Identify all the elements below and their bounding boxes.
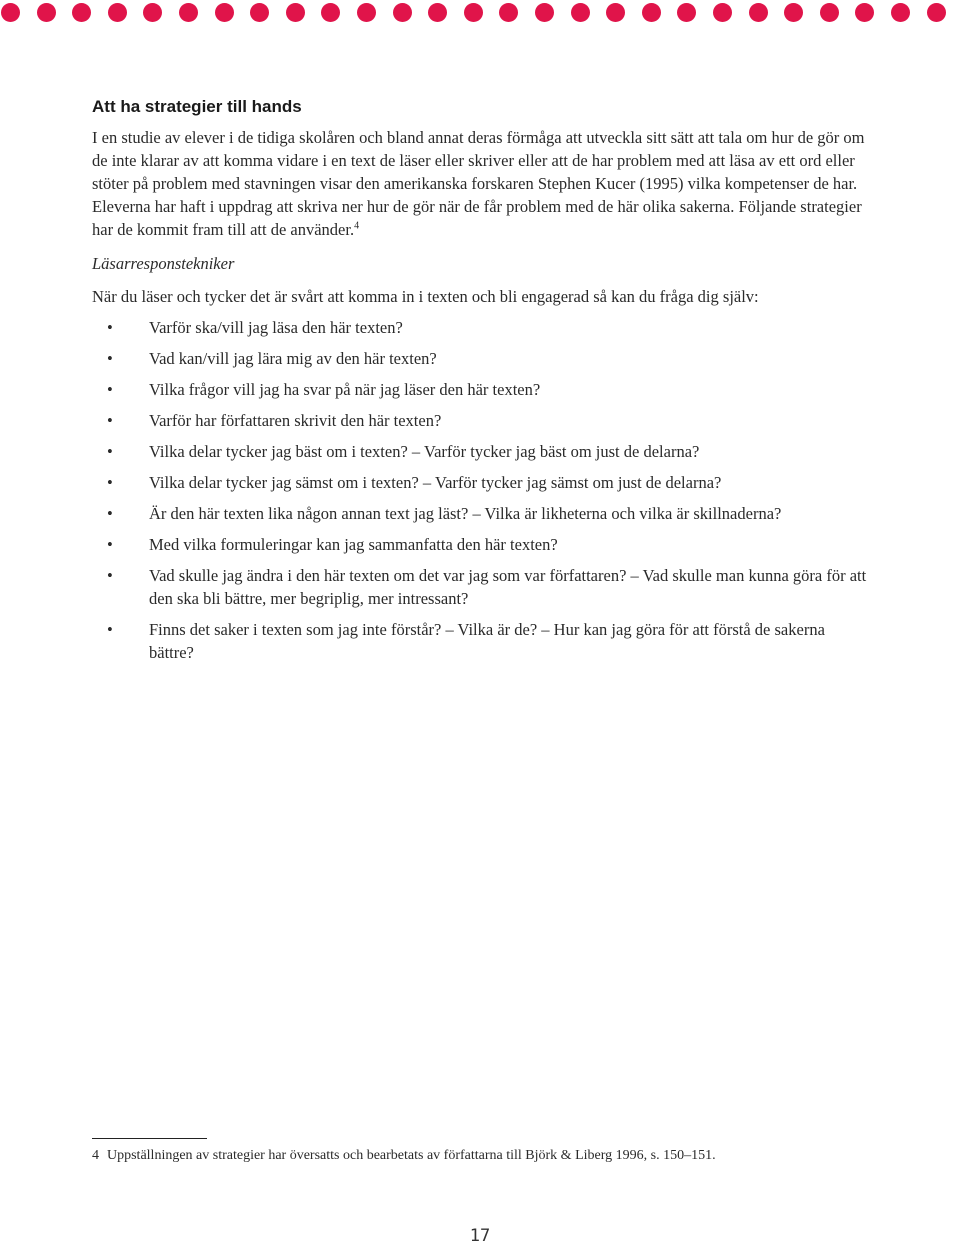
question-item (92, 471, 872, 494)
question-text: Varför ska/vill jag läsa den här texten? (149, 318, 403, 337)
footnote-reference: 4 (354, 220, 360, 232)
question-item (92, 564, 872, 610)
main-content (92, 95, 872, 672)
body-paragraph-text: I en studie av elever i de tidiga skolåren och bland annat deras förmåga att utveckla sitt sätt att tala om hur de gör om de inte klarar av att komma vidare i en text de läser eller skriver eller att de har problem med att läsa av ett ord eller stöter på problem med stavningen visar den amerikanska forskaren Stephen Kucer (1995) vilka kompetenser de har. Eleverna har haft i uppdrag att skriva ner hur de gör när de får problem med de här olika sakerna. Följande strategier har de kommit fram till att de använder. (92, 128, 865, 239)
footnote-divider (92, 1138, 207, 1139)
decorative-dot (891, 3, 910, 22)
decorative-dot (606, 3, 625, 22)
decorative-dot (677, 3, 696, 22)
intro-sentence: När du läser och tycker det är svårt att komma in i texten och bli engagerad så kan du fråga dig själv: (92, 287, 759, 306)
decorative-dot (179, 3, 198, 22)
bullet-marker: • (107, 535, 113, 554)
footnote-text: Uppställningen av strategier har översatts och bearbetats av författarna till Björk & Liberg 1996, s. 150–151. (107, 1148, 716, 1163)
decorative-dot (749, 3, 768, 22)
question-text: Är den här texten lika någon annan text jag läst? – Vilka är likheterna och vilka är skillnaderna? (149, 504, 782, 523)
question-text: Vilka delar tycker jag bäst om i texten? – Varför tycker jag bäst om just de delarna? (149, 442, 700, 461)
decorative-dot (357, 3, 376, 22)
decorative-dot (393, 3, 412, 22)
bullet-marker: • (107, 504, 113, 523)
question-text: Vad kan/vill jag lära mig av den här texten? (149, 349, 437, 368)
bullet-marker: • (107, 318, 113, 337)
decorative-dot (713, 3, 732, 22)
decorative-dot (428, 3, 447, 22)
decorative-dot (108, 3, 127, 22)
bullet-marker: • (107, 349, 113, 368)
decorative-dot (321, 3, 340, 22)
decorative-dot (535, 3, 554, 22)
bullet-marker: • (107, 620, 113, 639)
question-text: Vilka delar tycker jag sämst om i texten? – Varför tycker jag sämst om just de delarna? (149, 473, 722, 492)
question-text: Med vilka formuleringar kan jag sammanfatta den här texten? (149, 535, 558, 554)
decorative-dot (143, 3, 162, 22)
question-item (92, 347, 872, 370)
question-item (92, 440, 872, 463)
page-number: 17 (469, 1226, 491, 1246)
decorative-dot (215, 3, 234, 22)
bullet-marker: • (107, 473, 113, 492)
decorative-dot (1, 3, 20, 22)
decorative-dot (72, 3, 91, 22)
question-item (92, 502, 872, 525)
decorative-dot (499, 3, 518, 22)
decorative-dot (855, 3, 874, 22)
bullet-marker: • (107, 442, 113, 461)
question-item (92, 316, 872, 339)
bullet-marker: • (107, 411, 113, 430)
question-text: Varför har författaren skrivit den här texten? (149, 411, 442, 430)
decorative-dot-border (0, 0, 960, 26)
decorative-dot (642, 3, 661, 22)
question-item (92, 533, 872, 556)
question-text: Vilka frågor vill jag ha svar på när jag läser den här texten? (149, 380, 541, 399)
footnote-number: 4 (92, 1148, 99, 1163)
bullet-marker: • (107, 380, 113, 399)
bullet-marker: • (107, 566, 113, 585)
question-text: Finns det saker i texten som jag inte förstår? – Vilka är de? – Hur kan jag göra för att förstå de sakerna bättre? (149, 620, 825, 662)
question-item (92, 409, 872, 432)
footnote (92, 1146, 716, 1166)
decorative-dot (820, 3, 839, 22)
decorative-dot (37, 3, 56, 22)
decorative-dot (927, 3, 946, 22)
question-text: Vad skulle jag ändra i den här texten om det var jag som var författaren? – Vad skulle man kunna göra för att den ska bli bättre, mer begriplig, mer intressant? (149, 566, 867, 608)
body-paragraph (92, 126, 872, 241)
decorative-dot (571, 3, 590, 22)
section-heading: Att ha strategier till hands (92, 97, 302, 116)
question-item (92, 378, 872, 401)
decorative-dot (250, 3, 269, 22)
decorative-dot (464, 3, 483, 22)
question-list (92, 316, 872, 664)
question-item (92, 618, 872, 664)
subheading: Läsarresponstekniker (92, 254, 235, 273)
decorative-dot (286, 3, 305, 22)
decorative-dot (784, 3, 803, 22)
